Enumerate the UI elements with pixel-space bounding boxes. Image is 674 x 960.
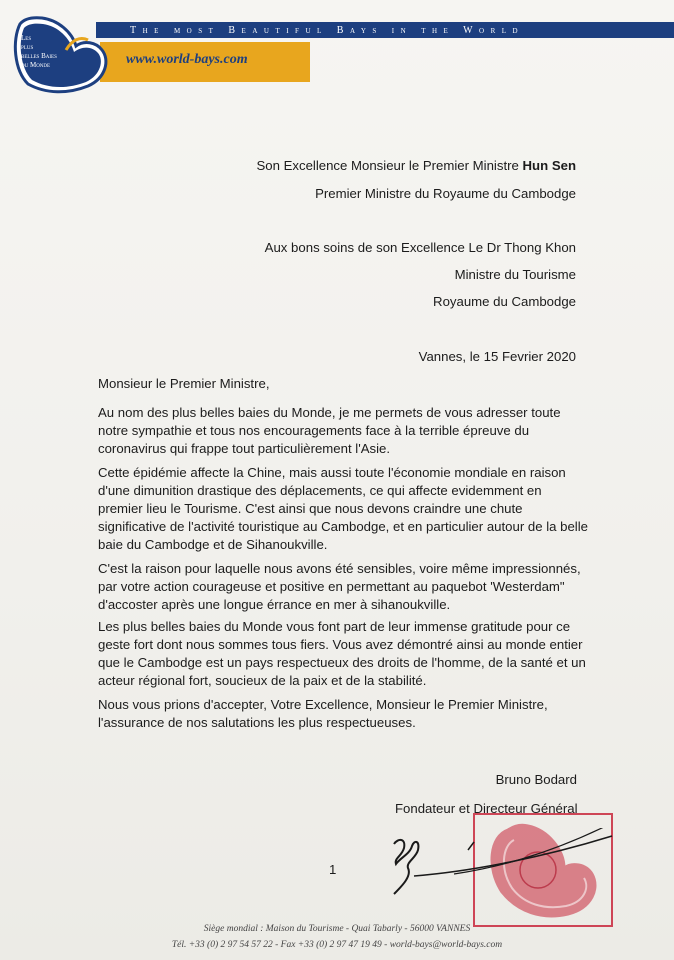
page-number: 1 xyxy=(329,862,337,877)
date-line: Vannes, le 15 Fevrier 2020 xyxy=(418,349,576,364)
header-tagline: The most Beautiful Bays in the World xyxy=(130,25,525,36)
footer-address: Siège mondial : Maison du Tourisme - Quai Tabarly - 56000 VANNES xyxy=(203,924,471,934)
footer-contact: Tél. +33 (0) 2 97 54 57 22 - Fax +33 (0) 2 97 47 19 49 - world-bays@world-bays.com xyxy=(171,940,503,950)
recipient-line-1: Son Excellence Monsieur le Premier Ministre Hun Sen xyxy=(256,158,576,173)
paragraph-3: C'est la raison pour laquelle nous avons été sensibles, voire même impressionnés, par votre action courageuse et positive en permettant au paquebot 'Westerdam" d'accoster après une longue érrance en mer à sihanoukville. xyxy=(98,561,581,612)
recipient-name: Hun Sen xyxy=(522,158,576,173)
logo-text: Les plus belles Baies du Monde xyxy=(21,34,57,69)
signer-name: Bruno Bodard xyxy=(495,772,577,787)
care-of-role: Ministre du Tourisme xyxy=(454,267,576,282)
paragraph-5: Nous vous prions d'accepter, Votre Excellence, Monsieur le Premier Ministre, l'assurance de nos salutations les plus respectueuses. xyxy=(98,697,548,730)
signer-title: Fondateur et Directeur Général xyxy=(395,801,578,816)
salutation: Monsieur le Premier Ministre, xyxy=(98,376,270,391)
recipient-line-2: Premier Ministre du Royaume du Cambodge xyxy=(315,186,576,201)
website-link[interactable]: www.world-bays.com xyxy=(126,52,248,67)
care-of-country: Royaume du Cambodge xyxy=(433,294,576,309)
paragraph-1: Au nom des plus belles baies du Monde, je me permets de vous adresser toute notre sympathie et tous nos encouragements face à la terrible épreuve du coronavirus qui frappe tout particulièrement l'Asie. xyxy=(98,405,561,456)
care-of-line: Aux bons soins de son Excellence Le Dr Thong Khon xyxy=(264,240,576,255)
handwritten-signature xyxy=(384,828,634,902)
paragraph-4: Les plus belles baies du Monde vous font part de leur immense gratitude pour ce geste fort dont nous sommes tous fiers. Vous avez démontré ainsi au monde entier que le Cambodge est un pays respectueux des droits de l'homme, de la santé et un acteur régional fort, soucieux de la paix et de la stabilité. xyxy=(98,619,586,688)
paragraph-2: Cette épidémie affecte la Chine, mais aussi toute l'économie mondiale en raison d'une dimunition drastique des déplacements, ce qui affecte evidemment en premier lieu le Tourisme. C'est ainsi que nous devons craindre une chute significative de l'activité touristique au Cambodge, et en particulier autour de la belle baie du Cambodge et de Sihanoukville. xyxy=(98,465,589,552)
